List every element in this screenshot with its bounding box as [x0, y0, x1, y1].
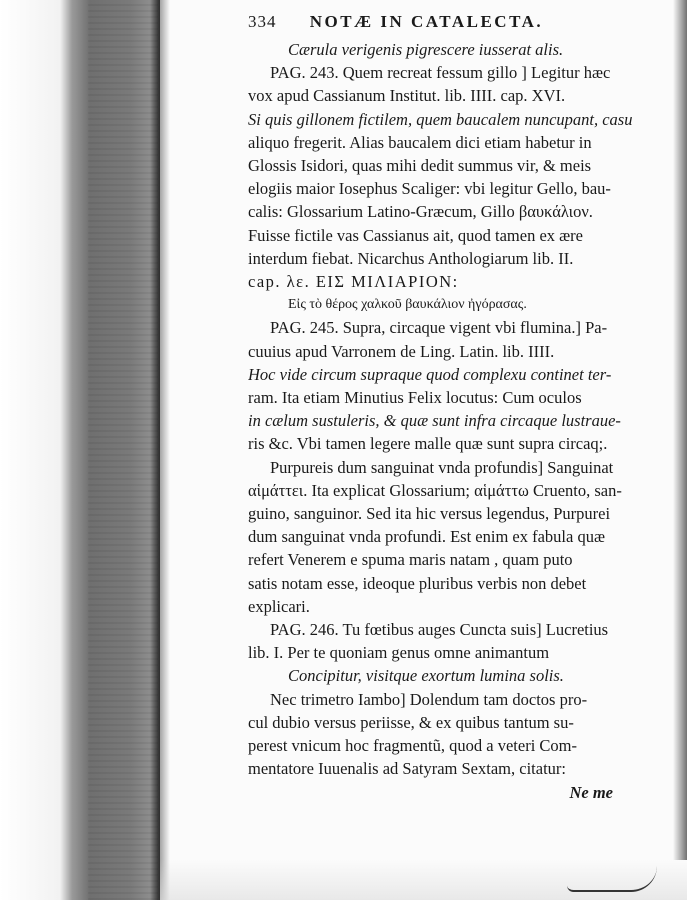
page-edges-texture [88, 0, 158, 900]
text-line: Εἰς τὸ θέρος χαλκοῦ βαυκάλιον ἠγόρασας. [288, 297, 527, 313]
text-line: guino, sanguinor. Sed ita hic versus legendus, Purpurei [248, 504, 611, 524]
text-line: explicari. [248, 596, 310, 616]
text-line: Nec trimetro Iambo] Dolendum tam doctos pro- [270, 689, 588, 709]
text-line: aliquo fregerit. Alias baucalem dici etiam habetur in [248, 132, 592, 152]
text-line: Glossis Isidori, quas mihi dedit summus vir, & meis [248, 156, 592, 176]
text-line: dum sanguinat vnda profundi. Est enim ex fabula quæ [248, 527, 605, 547]
text-line: vox apud Cassianum Institut. lib. IIII. cap. XVI. [248, 86, 566, 106]
catchword: Ne me [569, 782, 613, 802]
text-line: PAG. 243. Quem recreat fessum gillo ] Legitur hæc [270, 63, 611, 83]
text-line: αἱμάττει. Ita explicat Glossarium; αἱμάττω Cruento, san- [248, 480, 622, 500]
text-line: Hoc vide circum supraque quod complexu continet ter- [248, 364, 612, 384]
text-line: refert Venerem e spuma maris natam , quam puto [248, 550, 573, 570]
text-line: Fuisse fictile vas Cassianus ait, quod tamen ex ære [248, 225, 583, 245]
text-line: Concipitur, visitque exortum lumina solis. [288, 666, 564, 686]
text-line: cuuius apud Varronem de Ling. Latin. lib. IIII. [248, 341, 555, 361]
text-line: lib. I. Per te quoniam genus omne animantum [248, 643, 550, 663]
text-line: satis notam esse, ideoque pluribus verbis non debet [248, 573, 587, 593]
text-line: elogiis maior Iosephus Scaliger: vbi legitur Gello, bau- [248, 179, 611, 199]
text-line: PAG. 246. Tu fœtibus auges Cuncta suis] Lucretius [270, 620, 609, 640]
text-line: calis: Glossarium Latino-Græcum, Gillo βαυκάλιον. [248, 202, 593, 222]
text-line: ris &c. Vbi tamen legere malle quæ sunt supra circaq;. [248, 434, 608, 454]
text-line: perest vnicum hoc fragmentũ, quod a veteri Com- [248, 736, 577, 756]
text-line: mentatore Iuuenalis ad Satyram Sextam, citatur: [248, 759, 566, 779]
binding-thread [567, 866, 657, 892]
gutter-shadow [160, 0, 170, 900]
text-line: in cælum sustuleris, & quæ sunt infra circaque lustraue- [248, 411, 621, 431]
text-line: ram. Ita etiam Minutius Felix locutus: Cum oculos [248, 388, 582, 408]
running-head-title: NOTÆ IN CATALECTA. [309, 12, 544, 31]
running-header [248, 10, 663, 38]
page-right-edge-shadow [673, 0, 687, 860]
text-line: Si quis gillonem fictilem, quem baucalem nuncupant, casu [248, 109, 633, 129]
page-number: 334 [248, 12, 277, 31]
text-lines [248, 38, 663, 781]
text-line: cul dubio versus periisse, & ex quibus tantum su- [248, 712, 574, 732]
page-text-block [248, 10, 663, 804]
text-line: Cærula verigenis pigrescere iusserat alis. [288, 40, 564, 59]
text-line: interdum fiebat. Nicarchus Anthologiarum lib. II. [248, 248, 574, 268]
text-line: Purpureis dum sanguinat vnda profundis] Sanguinat [270, 457, 614, 477]
text-line: cap. λε. ΕΙΣ ΜΙΛΙΑΡΙΟΝ: [248, 272, 459, 292]
text-line: PAG. 245. Supra, circaque vigent vbi flumina.] Pa- [270, 318, 608, 338]
